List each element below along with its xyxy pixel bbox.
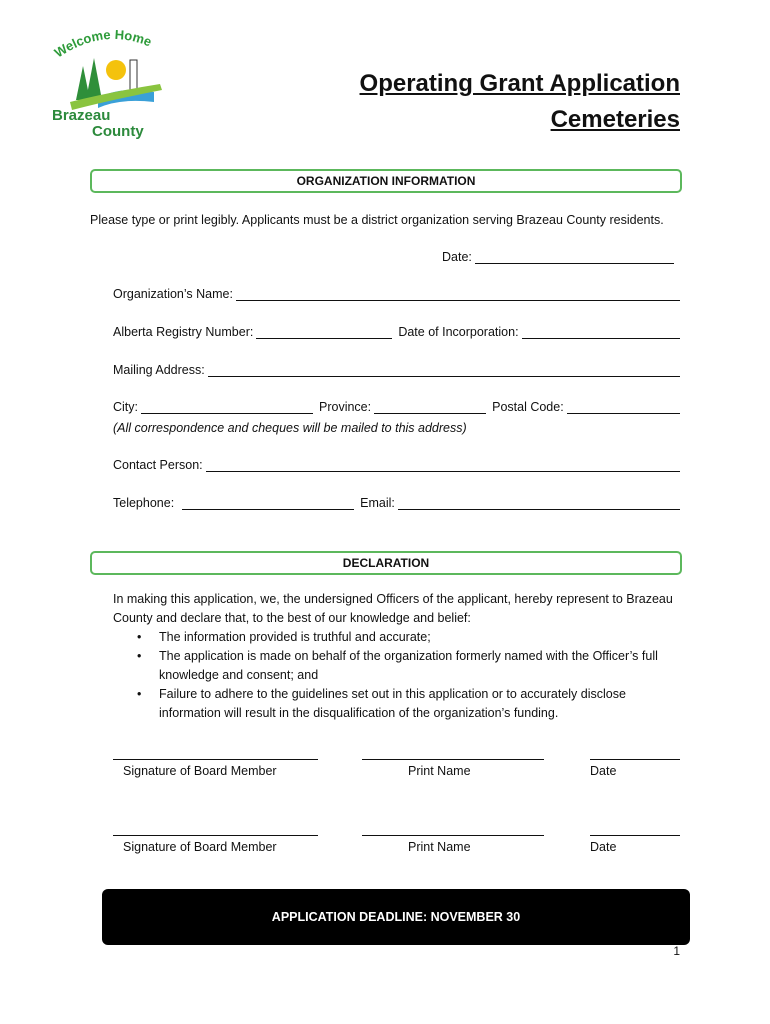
- logo-name-line1: Brazeau: [52, 107, 111, 124]
- city-province-postal-row: [113, 400, 680, 414]
- incorporation-date-line[interactable]: [522, 326, 680, 339]
- contact-person-field[interactable]: [113, 458, 680, 472]
- intro-paragraph: Please type or print legibly. Applicants must be a district organization serving Brazeau County residents.: [90, 213, 664, 227]
- date-label-1: Date: [590, 764, 617, 778]
- registry-number-label: Alberta Registry Number:: [113, 325, 254, 339]
- telephone-line[interactable]: [182, 497, 354, 510]
- organization-name-field[interactable]: [113, 287, 680, 301]
- date-label-2: Date: [590, 840, 617, 854]
- print-name-label-1: Print Name: [408, 764, 471, 778]
- svg-text:Welcome Home: [52, 28, 154, 60]
- province-label: Province:: [319, 400, 372, 414]
- signature-line-1[interactable]: [113, 759, 318, 760]
- organization-information-header: ORGANIZATION INFORMATION: [90, 169, 682, 193]
- date-line-2[interactable]: [590, 835, 680, 836]
- date-line[interactable]: [475, 251, 674, 264]
- document-title-line2: Cemeteries: [550, 106, 680, 133]
- contact-person-line[interactable]: [206, 459, 680, 472]
- incorporation-date-label: Date of Incorporation:: [398, 325, 519, 339]
- logo-name-line2: County: [92, 123, 144, 140]
- signature-line-2[interactable]: [113, 835, 318, 836]
- date-label: Date:: [442, 250, 472, 264]
- brazeau-county-logo: [50, 28, 170, 140]
- registry-number-line[interactable]: [256, 326, 392, 339]
- declaration-bullet-list: [113, 628, 680, 723]
- page-number: 1: [673, 944, 680, 958]
- logo-top-text: Welcome Home: [51, 28, 154, 61]
- declaration-text: [113, 590, 680, 723]
- declaration-intro: In making this application, we, the undersigned Officers of the applicant, hereby represent to Brazeau County and declare that, to the best of our knowledge and belief:: [113, 592, 673, 625]
- declaration-bullet: • Failure to adhere to the guidelines set out in this application or to accurately disclose information will result in the disqualification of the organization’s funding.: [137, 685, 680, 723]
- correspondence-note: (All correspondence and cheques will be mailed to this address): [113, 421, 467, 435]
- print-name-line-2[interactable]: [362, 835, 544, 836]
- signature-label-1: Signature of Board Member: [123, 764, 277, 778]
- city-label: City:: [113, 400, 138, 414]
- signature-label-2: Signature of Board Member: [123, 840, 277, 854]
- registry-incorporation-row: [113, 325, 680, 339]
- postal-code-line[interactable]: [567, 401, 680, 414]
- date-line-1[interactable]: [590, 759, 680, 760]
- print-name-line-1[interactable]: [362, 759, 544, 760]
- telephone-label: Telephone:: [113, 496, 175, 510]
- telephone-email-row: [113, 496, 680, 510]
- date-field[interactable]: [442, 250, 674, 264]
- contact-person-label: Contact Person:: [113, 458, 203, 472]
- mailing-address-line[interactable]: [208, 364, 680, 377]
- declaration-bullet: • The application is made on behalf of the organization formerly named with the Officer’s full knowledge and consent; and: [137, 647, 680, 685]
- declaration-bullet: • The information provided is truthful and accurate;: [137, 628, 680, 647]
- document-title-line1: Operating Grant Application: [359, 70, 680, 97]
- organization-name-label: Organization’s Name:: [113, 287, 233, 301]
- declaration-header: DECLARATION: [90, 551, 682, 575]
- organization-name-line[interactable]: [236, 288, 680, 301]
- email-line[interactable]: [398, 497, 680, 510]
- province-line[interactable]: [374, 401, 486, 414]
- application-deadline-banner: APPLICATION DEADLINE: NOVEMBER 30: [102, 889, 690, 945]
- print-name-label-2: Print Name: [408, 840, 471, 854]
- mailing-address-label: Mailing Address:: [113, 363, 205, 377]
- city-line[interactable]: [141, 401, 313, 414]
- email-label: Email:: [360, 496, 395, 510]
- postal-code-label: Postal Code:: [492, 400, 564, 414]
- mailing-address-field[interactable]: [113, 363, 680, 377]
